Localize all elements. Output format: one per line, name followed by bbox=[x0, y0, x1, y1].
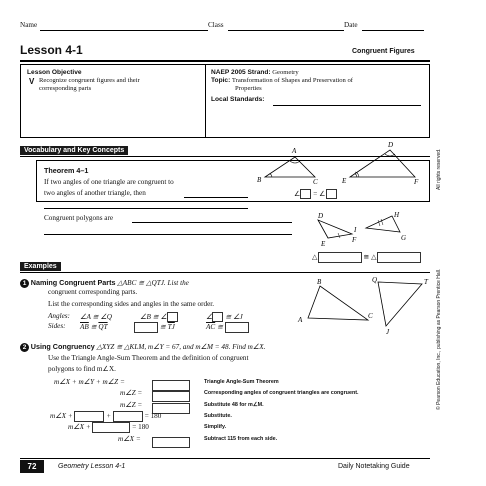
angles-pair-1: ∠A ≅ ∠Q bbox=[80, 313, 112, 321]
name-line[interactable] bbox=[40, 30, 208, 31]
lesson-title: Lesson 4-1 bbox=[20, 43, 83, 57]
objective-divider bbox=[205, 65, 206, 137]
footer-right-text: Daily Notetaking Guide bbox=[338, 463, 410, 470]
eq-row-6-left: m∠X = bbox=[118, 435, 141, 443]
theorem-relation: ∠ = ∠ bbox=[294, 189, 337, 199]
polygon-box-2[interactable] bbox=[377, 252, 421, 263]
eq-row-4: m∠X + + = 180 bbox=[50, 412, 162, 421]
eq-row-5: m∠X + = 180 bbox=[68, 423, 149, 432]
poly-label-h: H bbox=[394, 211, 400, 219]
example-1-title: Naming Congruent Parts bbox=[30, 278, 116, 287]
polygon-box-1[interactable] bbox=[318, 252, 362, 263]
congruent-polygons-figure bbox=[308, 210, 418, 250]
label-b: B bbox=[257, 176, 262, 184]
sides-label: Sides: bbox=[48, 322, 66, 330]
name-label: Name bbox=[20, 21, 38, 29]
poly-label-i: I bbox=[354, 226, 357, 234]
rights-text-2: © Pearson Education, Inc., publishing as Pearson Prentice Hall. bbox=[436, 268, 442, 410]
examples-heading: Examples bbox=[20, 262, 61, 271]
lesson-topic: Congruent Figures bbox=[352, 48, 415, 55]
topic-value-2: Properties bbox=[235, 85, 262, 92]
naep-value: Geometry bbox=[272, 69, 299, 76]
objective-marker-icon: V bbox=[29, 77, 35, 86]
example-2-instruction-1: Use the Triangle Angle-Sum Theorem and the definition of congruent bbox=[48, 354, 249, 362]
class-label: Class bbox=[208, 21, 224, 29]
side-bc-box[interactable] bbox=[134, 322, 158, 333]
example-2-statement: △XYZ ≅ △KLM, m∠Y = 67, and m∠M = 48. Find m∠X. bbox=[96, 343, 266, 351]
polygons-answer-line-2[interactable] bbox=[44, 234, 292, 235]
poly-label-f: F bbox=[352, 236, 357, 244]
class-line[interactable] bbox=[228, 30, 344, 31]
theorem-angle-box-1[interactable] bbox=[300, 189, 311, 199]
ex-label-b: B bbox=[317, 278, 322, 286]
eq-row-5-reason: Simplify. bbox=[204, 424, 227, 430]
sides-pair-2: ≅ $\overline{TJ}$ bbox=[134, 322, 175, 333]
poly-label-g: G bbox=[401, 234, 407, 242]
eq-row-3-left: m∠Z = bbox=[120, 401, 143, 409]
polygons-relation: △ ≅ △ bbox=[312, 252, 421, 263]
ex-label-t: T bbox=[424, 278, 428, 286]
angles-pair-2: ∠B ≅ ∠ bbox=[140, 312, 178, 322]
angle-b-box[interactable] bbox=[167, 312, 178, 322]
footer-left-text: Geometry Lesson 4-1 bbox=[58, 463, 126, 470]
example-2-number: 2 bbox=[20, 343, 29, 352]
ex-label-a: A bbox=[298, 316, 303, 324]
eq-row-6-box[interactable] bbox=[152, 437, 190, 448]
label-f: F bbox=[414, 178, 419, 186]
sides-pair-1: $\overline{AB}$ ≅ $\overline{QT}$ bbox=[80, 323, 108, 331]
example-1-number: 1 bbox=[20, 279, 29, 288]
objective-text-2: corresponding parts bbox=[39, 85, 92, 92]
example-2-header bbox=[20, 342, 265, 352]
naep-heading: NAEP 2005 Strand: bbox=[211, 69, 271, 76]
example-1-statement: △ABC ≅ △QTJ. List the bbox=[117, 279, 189, 287]
example-1-statement-2: congruent corresponding parts. bbox=[48, 288, 138, 296]
poly-label-e: E bbox=[321, 240, 326, 248]
example-2-instruction-2: polygons to find m∠X. bbox=[48, 365, 116, 373]
date-label: Date bbox=[344, 21, 358, 29]
label-a: A bbox=[292, 147, 297, 155]
side-qj-box[interactable] bbox=[225, 322, 249, 333]
eq-row-4-box-2[interactable] bbox=[113, 411, 143, 422]
triangle-def bbox=[350, 150, 415, 177]
objective-box bbox=[20, 64, 430, 138]
polygons-answer-line-1[interactable] bbox=[132, 222, 292, 223]
ex-label-q: Q bbox=[372, 276, 378, 284]
angles-label: Angles: bbox=[48, 312, 70, 320]
eq-row-1-left: m∠X + m∠Y + m∠Z = bbox=[54, 378, 125, 386]
eq-row-3-reason: Substitute 48 for m∠M. bbox=[204, 402, 264, 408]
theorem-angle-box-2[interactable] bbox=[326, 189, 337, 199]
label-c: C bbox=[313, 178, 318, 186]
eq-row-4-reason: Substitute. bbox=[204, 413, 232, 419]
eq-row-2-left: m∠Z = bbox=[120, 389, 143, 397]
eq-row-4-box-1[interactable] bbox=[74, 411, 104, 422]
theorem-title: Theorem 4–1 bbox=[44, 166, 89, 175]
rights-text-1: All rights reserved. bbox=[436, 148, 442, 190]
examples-rule bbox=[20, 272, 430, 273]
example-2-title: Using Congruency bbox=[30, 342, 95, 351]
topic-heading: Topic: bbox=[211, 77, 231, 84]
vocab-heading: Vocabulary and Key Concepts bbox=[20, 146, 128, 155]
example-1-instruction: List the corresponding sides and angles in the same order. bbox=[48, 300, 215, 308]
date-line[interactable] bbox=[362, 30, 424, 31]
triangle-abc-ex bbox=[308, 286, 368, 320]
label-e: E bbox=[342, 177, 347, 185]
title-rule bbox=[20, 60, 430, 62]
objective-heading: Lesson Objective bbox=[27, 69, 82, 76]
theorem-answer-line-2[interactable] bbox=[44, 208, 248, 209]
label-d: D bbox=[388, 141, 394, 149]
local-standards-line[interactable] bbox=[273, 105, 421, 106]
theorem-triangles-figure bbox=[255, 140, 430, 210]
triangle-qtj bbox=[378, 282, 422, 326]
ex-label-c: C bbox=[368, 312, 373, 320]
poly-label-d: D bbox=[318, 212, 324, 220]
example-1-figure bbox=[290, 274, 435, 340]
eq-row-5-box[interactable] bbox=[92, 422, 130, 433]
eq-row-6-reason: Subtract 115 from each side. bbox=[204, 436, 278, 442]
page-number: 72 bbox=[20, 460, 44, 473]
congruent-polygons-text: Congruent polygons are bbox=[44, 214, 114, 222]
angle-mark-a bbox=[290, 161, 300, 163]
sides-pair-3: $\overline{AC}$ ≅ bbox=[206, 322, 249, 333]
footer-rule bbox=[20, 458, 430, 459]
triangle-def-2 bbox=[318, 220, 352, 238]
angles-pair-3: ∠ ≅ ∠J bbox=[206, 313, 243, 321]
angle-c-box[interactable] bbox=[212, 312, 223, 322]
triangle-abc bbox=[265, 157, 315, 177]
eq-row-2-reason: Corresponding angles of congruent triangles are congruent. bbox=[204, 390, 359, 396]
theorem-line-1: If two angles of one triangle are congruent to bbox=[44, 178, 174, 186]
topic-value-1: Transformation of Shapes and Preservation of bbox=[231, 77, 353, 84]
local-standards-heading: Local Standards: bbox=[211, 96, 265, 103]
objective-text-1: Recognize congruent figures and their bbox=[39, 77, 140, 84]
ex-label-j: J bbox=[386, 328, 390, 336]
theorem-answer-line-1[interactable] bbox=[184, 197, 248, 198]
example-1-header bbox=[20, 278, 189, 288]
eq-row-1-reason: Triangle Angle-Sum Theorem bbox=[204, 379, 279, 385]
theorem-line-2: two angles of another triangle, then bbox=[44, 189, 146, 197]
